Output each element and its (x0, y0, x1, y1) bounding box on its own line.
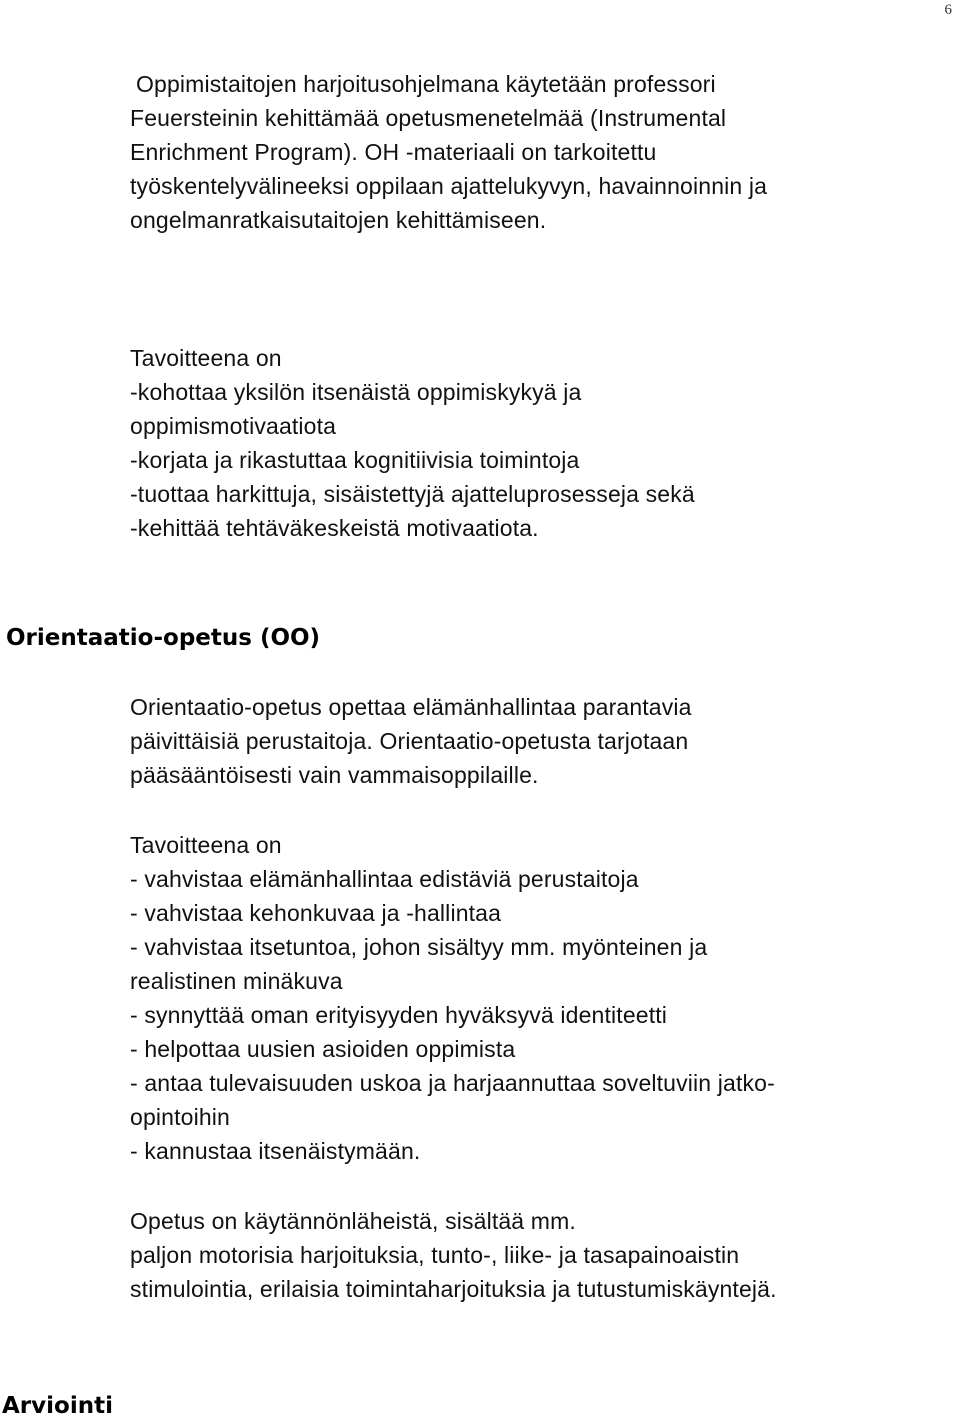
goal-line: -tuottaa harkittuja, sisäistettyjä ajatteluprosesseja sekä (130, 481, 695, 507)
goal-line: oppimismotivaatiota (130, 413, 337, 439)
goal-line: -korjata ja rikastuttaa kognitiivisia toimintoja (130, 447, 580, 473)
goals-intro-line: Tavoitteena on (130, 832, 282, 858)
text-line: Opetus on käytännönläheistä, sisältää mm. (130, 1208, 576, 1234)
goal-line: - helpottaa uusien asioiden oppimista (130, 1036, 516, 1062)
text-line: Enrichment Program). OH -materiaali on tarkoitettu (130, 139, 657, 165)
goal-line: - vahvistaa elämänhallintaa edistäviä perustaitoja (130, 866, 639, 892)
oh-goals-list (130, 341, 952, 545)
goal-line: - antaa tulevaisuuden uskoa ja harjaannuttaa soveltuviin jatko- (130, 1070, 775, 1096)
oo-goals-list (130, 828, 952, 1168)
section-heading-arviointi: Arviointi (2, 1393, 113, 1419)
page-number: 6 (944, 2, 952, 18)
text-line: työskentelyvälineeksi oppilaan ajattelukyvyn, havainnoinnin ja (130, 173, 768, 199)
text-line: ongelmanratkaisutaitojen kehittämiseen. (130, 207, 547, 233)
goal-line: -kohottaa yksilön itsenäistä oppimiskykyä ja (130, 379, 582, 405)
goal-line: - kannustaa itsenäistymään. (130, 1138, 421, 1164)
text-line: pääsääntöisesti vain vammaisoppilaille. (130, 762, 539, 788)
text-line: Feuersteinin kehittämää opetusmenetelmää (Instrumental (130, 105, 727, 131)
goals-intro-line: Tavoitteena on (130, 345, 282, 371)
intro-paragraph (130, 67, 952, 237)
section-heading-oo: Orientaatio-opetus (OO) (6, 625, 321, 651)
goal-line: - synnyttää oman erityisyyden hyväksyvä identiteetti (130, 1002, 668, 1028)
oo-description (130, 690, 952, 792)
text-line: stimulointia, erilaisia toimintaharjoituksia ja tutustumiskäyntejä. (130, 1276, 777, 1302)
text-line: paljon motorisia harjoituksia, tunto-, liike- ja tasapainoaistin (130, 1242, 740, 1268)
text-line: Orientaatio-opetus opettaa elämänhallintaa parantavia (130, 694, 692, 720)
goal-line: -kehittää tehtäväkeskeistä motivaatiota. (130, 515, 539, 541)
text-line: päivittäisiä perustaitoja. Orientaatio-opetusta tarjotaan (130, 728, 689, 754)
goal-line: - vahvistaa itsetuntoa, johon sisältyy mm. myönteinen ja (130, 934, 708, 960)
text-line: Oppimistaitojen harjoitusohjelmana käytetään professori (136, 71, 716, 97)
goal-line: - vahvistaa kehonkuvaa ja -hallintaa (130, 900, 502, 926)
oo-teaching-paragraph (130, 1204, 952, 1306)
goal-line: opintoihin (130, 1104, 230, 1130)
goal-line: realistinen minäkuva (130, 968, 343, 994)
